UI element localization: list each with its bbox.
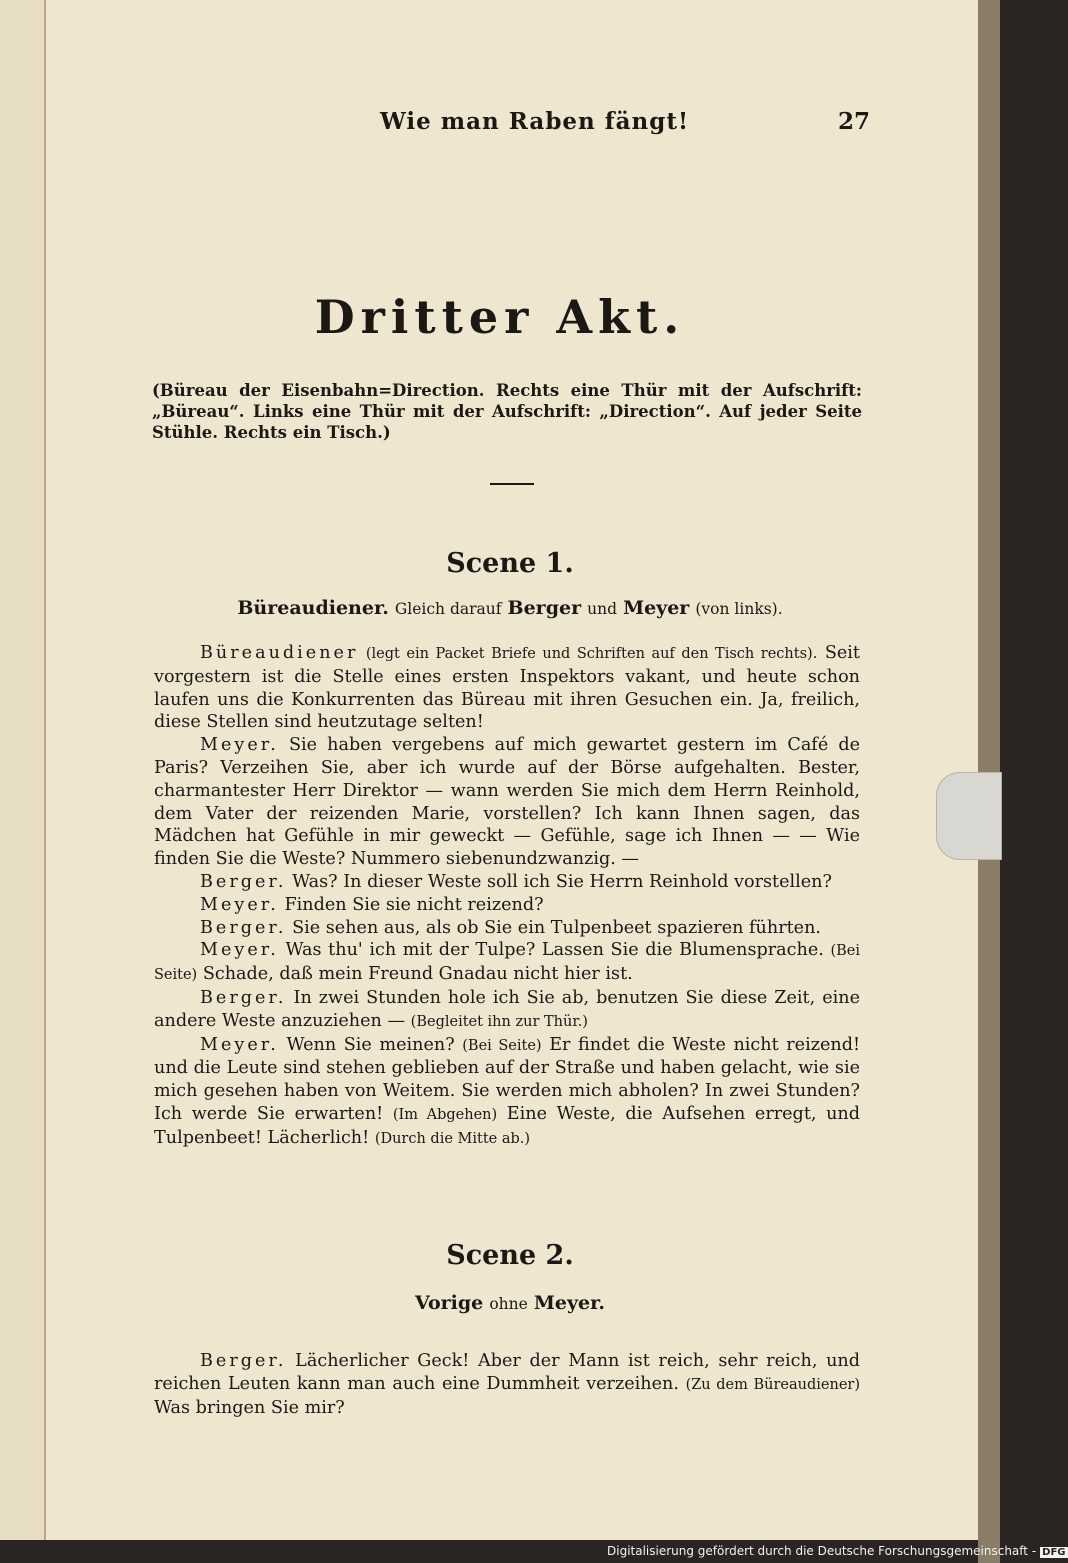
stage-direction: (Bei Seite) (462, 1037, 542, 1054)
page-gutter (0, 0, 45, 1540)
cast-name: Büreaudiener. (237, 597, 389, 619)
speech-text: Was thu' ich mit der Tulpe? Lassen Sie die Blumensprache. (285, 940, 824, 961)
stage-direction: (Bei Seite) (154, 943, 861, 984)
running-head (150, 108, 870, 144)
cast-note: und (587, 600, 618, 618)
stage-direction: (Im Abgehen) (392, 1106, 498, 1123)
speech-text: In zwei Stunden hole ich Sie ab, benutzen Sie diese Zeit, eine andere Weste anzuziehen — (154, 987, 860, 1031)
section-divider (490, 483, 534, 485)
cast-note: (von links). (695, 600, 783, 618)
speech-text: Sie sehen aus, als ob Sie ein Tulpenbeet spazieren führten. (292, 917, 822, 938)
speech-text: Was bringen Sie mir? (154, 1397, 345, 1418)
speech-text: Wenn Sie meinen? (286, 1034, 455, 1055)
stage-direction: (legt ein Packet Briefe und Schriften auf den Tisch rechts). (365, 646, 818, 662)
speech (154, 734, 860, 871)
cast-note: Gleich darauf (394, 600, 502, 618)
speech-text: Lächerlicher Geck! Aber der Mann ist reich, sehr reich, und reichen Leuten kann man auch eine Dummheit verzeihen. (154, 1351, 860, 1394)
speech-text: Schade, daß mein Freund Gnadau nicht hier ist. (202, 964, 633, 985)
speech (154, 939, 860, 987)
running-head-title: Wie man Raben fängt! (380, 108, 690, 135)
stage-direction: (Zu dem Büreaudiener) (685, 1376, 860, 1393)
speaker-name: Berger. (200, 987, 287, 1008)
scene-2-heading: Scene 2. (446, 1240, 574, 1271)
page-number: 27 (837, 108, 870, 135)
cast-name: Vorige (415, 1292, 484, 1314)
speaker-name: Meyer. (200, 940, 279, 961)
scene-1-cast (150, 597, 870, 619)
cast-note: ohne (489, 1295, 528, 1313)
scene-2-cast (150, 1292, 870, 1314)
stage-direction: (Durch die Mitte ab.) (374, 1130, 531, 1147)
speaker-name: Berger. (200, 917, 287, 938)
stage-direction: (Begleitet ihn zur Thür.) (410, 1013, 588, 1030)
speech (154, 871, 860, 894)
cast-name: Meyer. (533, 1292, 605, 1314)
speech (154, 917, 860, 940)
speech (154, 894, 860, 917)
scene-1-text (154, 642, 860, 1151)
page-fold-line (44, 0, 46, 1540)
speech-text: Finden Sie sie nicht reizend? (284, 894, 544, 915)
speech-text: Seit vorgestern ist die Stelle eines ersten Inspektors vakant, und heute schon laufen uns die Konkurrenten das Büreau mit ihren Gesuchen ein. Ja, freilich, diese Stellen sind heutzutage selten! (154, 643, 860, 733)
speaker-name: Berger. (200, 1351, 287, 1371)
scene-1-heading: Scene 1. (446, 548, 574, 579)
speaker-name: Büreaudiener (200, 643, 359, 663)
speech (154, 642, 860, 734)
cast-name: Berger (507, 597, 582, 619)
footer-credit (607, 1544, 1068, 1558)
speech (154, 1350, 860, 1419)
speech-text: Sie haben vergebens auf mich gewartet gestern im Café de Paris? Verzeihen Sie, aber ich wurde auf der Börse aufgehalten. Bester, charmantester Herr Direktor — wann werden Sie mich dem Herrn Reinhold, dem Vater der reizenden Marie, vorstellen? Ich kann Ihnen sagen, das Mädchen hat Gefühle in mir geweckt — Gefühle, sage ich Ihnen — — Wie finden Sie die Weste? Nummero siebenundzwanzig. — (154, 735, 861, 870)
cast-name: Meyer (623, 597, 690, 619)
speaker-name: Meyer. (200, 1034, 279, 1055)
speech (154, 987, 860, 1034)
speaker-name: Berger. (200, 871, 287, 892)
act-title: Dritter Akt. (314, 290, 686, 344)
scan-page-tab (936, 772, 1002, 860)
speech (154, 1034, 860, 1151)
footer-text: Digitalisierung gefördert durch die Deutsche Forschungsgemeinschaft - (607, 1544, 1037, 1558)
speaker-name: Meyer. (200, 735, 279, 756)
scene-2-text (154, 1350, 860, 1419)
speech-text: Eine Weste, die Aufsehen erregt, und Tulpenbeet! Lächerlich! (154, 1103, 861, 1148)
speech-text: Er findet die Weste nicht reizend! und die Leute sind stehen geblieben auf der Straße und haben gelacht, wie sie mich gesehen haben von Weitem. Sie werden mich abholen? In zwei Stunden? Ich werde Sie erwarten! (154, 1034, 861, 1124)
speech-text: Was? In dieser Weste soll ich Sie Herrn Reinhold vorstellen? (292, 871, 832, 892)
speaker-name: Meyer. (200, 894, 279, 915)
stage-setting: (Büreau der Eisenbahn=Direction. Rechts eine Thür mit der Aufschrift: „Büreau“. Links eine Thür mit der Aufschrift: „Direction“. Auf jeder Seite Stühle. Rechts ein Tisch.) (152, 381, 862, 442)
dfg-logo-icon: DFG (1042, 1547, 1066, 1558)
